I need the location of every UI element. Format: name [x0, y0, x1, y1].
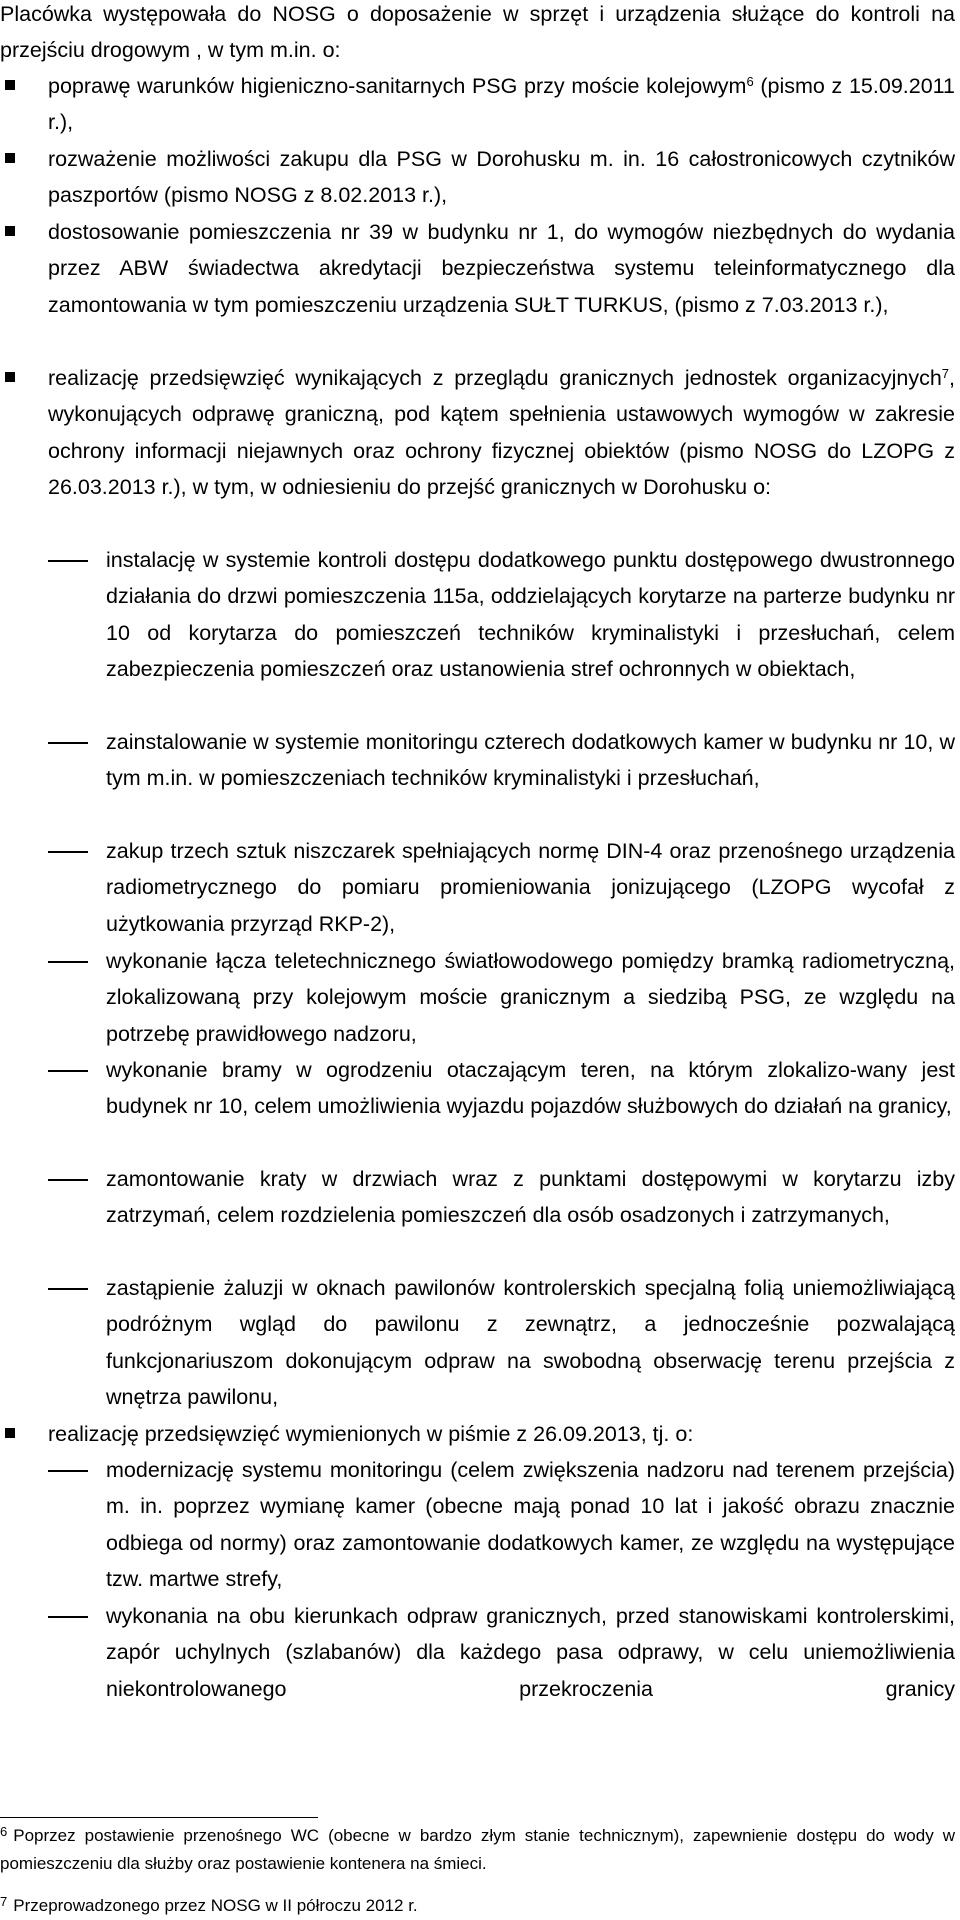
dash-text: zastąpienie żaluzji w oknach pawilonów kontrolerskich specjalną folią uniemożliwiającą podróżnym wgląd do pawilonu z zewnątrz, a jednocześnie pozwalającą funkcjonariuszom dokonującym odpraw na swobodną obserwację terenu przejścia z wnętrza pawilonu, [106, 1276, 955, 1410]
square-bullet-icon [5, 226, 15, 236]
bullet-text-main: realizację przedsięwzięć wynikających z przeglądu granicznych jednostek organizacyjnych [48, 366, 942, 390]
dash-text: zamontowanie kraty w drzwiach wraz z punktami dostępowymi w korytarzu izby zatrzymań, celem rozdzielenia pomieszczeń dla osób osadzonych i zatrzymanych, [106, 1167, 955, 1228]
footnote-ref: 7 [941, 366, 950, 381]
footnote [0, 1892, 955, 1920]
footnote-text: Poprzez postawienie przenośnego WC (obecne w bardzo złym stanie technicznym), zapewnienie dostępu do wody w pomieszczeniu dla służby oraz postawienie kontenera na śmieci. [0, 1826, 955, 1873]
dash-text: zainstalowanie w systemie monitoringu czterech dodatkowych kamer w budynku nr 10, w tym m.in. w pomieszczeniach techników kryminalistyki i przesłuchań, [106, 730, 955, 791]
footnote-separator [0, 1817, 318, 1818]
square-bullet-icon [5, 372, 15, 382]
bullet-text [48, 68, 955, 141]
dash-text: modernizację systemu monitoringu (celem zwiększenia nadzoru nad terenem przejścia) m. in. poprzez wymianę kamer (obecne mają ponad 10 lat i jakość obrazu znacznie odbiega od normy) oraz zamontowanie dodatkowych kamer, ze względu na występujące tzw. martwe strefy, [106, 1458, 955, 1592]
dash-bullet-icon [48, 560, 88, 562]
dash-bullet-icon [48, 961, 88, 963]
bullet-text: rozważenie możliwości zakupu dla PSG w Dorohusku m. in. 16 całostronicowych czytników paszportów (pismo NOSG z 8.02.2013 r.), [48, 147, 955, 208]
bullet-text [48, 360, 955, 506]
square-bullet-icon [5, 1428, 15, 1438]
dash-bullet-icon [48, 1070, 88, 1072]
intro-paragraph: Placówka występowała do NOSG o doposażenie w sprzęt i urządzenia służące do kontroli na przejściu drogowym , w tym m.in. o: [0, 2, 955, 63]
dash-text: instalację w systemie kontroli dostępu dodatkowego punktu dostępowego dwustronnego działania do drzwi pomieszczenia 115a, oddzielających korytarze na parterze budynku nr 10 od korytarza do pomieszczeń techników kryminalistyki i przesłuchań, celem zabezpieczenia pomieszczeń oraz ustanowienia stref ochronnych w obiektach, [106, 548, 955, 682]
square-bullet-icon [5, 80, 15, 90]
footnote-ref: 6 [746, 74, 754, 89]
dash-bullet-icon [48, 1470, 88, 1472]
square-bullet-icon [5, 153, 15, 163]
dash-bullet-icon [48, 1616, 88, 1618]
footnote-number: 7 [0, 1894, 8, 1909]
dash-bullet-icon [48, 1288, 88, 1290]
bullet-text-main: poprawę warunków higieniczno-sanitarnych PSG przy moście kolejowym [48, 74, 747, 98]
bullet-text: realizację przedsięwzięć wymienionych w piśmie z 26.09.2013, tj. o: [48, 1422, 694, 1446]
dash-text: zakup trzech sztuk niszczarek spełniających normę DIN-4 oraz przenośnego urządzenia radiometrycznego do pomiaru promieniowania jonizującego (LZOPG wycofał z użytkowania przyrząd RKP-2), [106, 839, 955, 936]
bullet-text-tail: (pismo z 15.09.2011 r.), [48, 74, 955, 135]
bullet-text: dostosowanie pomieszczenia nr 39 w budynku nr 1, do wymogów niezbędnych do wydania przez ABW świadectwa akredytacji bezpieczeństwa systemu teleinformatycznego dla zamontowania w tym pomieszczeniu urządzenia SUŁT TURKUS, (pismo z 7.03.2013 r.), [48, 220, 955, 317]
bullet-text-tail: , wykonujących odprawę graniczną, pod kątem spełnienia ustawowych wymogów w zakresie ochrony informacji niejawnych oraz ochrony fizycznej obiektów (pismo NOSG do LZOPG z 26.03.2013 r.), w tym, w odniesieniu do przejść granicznych w Dorohusku o: [48, 366, 955, 500]
dash-text: wykonanie łącza teletechnicznego światłowodowego pomiędzy bramką radiometryczną, zlokalizowaną przy kolejowym moście granicznym a siedzibą PSG, ze względu na potrzebę prawidłowego nadzoru, [106, 949, 955, 1046]
footnote [0, 1822, 955, 1878]
dash-text: wykonania na obu kierunkach odpraw granicznych, przed stanowiskami kontrolerskimi, zapór uchylnych (szlabanów) dla każdego pasa odprawy, w celu uniemożliwienia niekontrolowanego przekroczenia granicy [106, 1604, 955, 1701]
dash-bullet-icon [48, 742, 88, 744]
footnote-number: 6 [0, 1824, 8, 1839]
dash-text: wykonanie bramy w ogrodzeniu otaczającym teren, na którym zlokalizo-wany jest budynek nr 10, celem umożliwienia wyjazdu pojazdów służbowych do działań na granicy, [106, 1058, 955, 1119]
dash-bullet-icon [48, 851, 88, 853]
footnote-text: Przeprowadzonego przez NOSG w II półroczu 2012 r. [13, 1896, 418, 1915]
dash-bullet-icon [48, 1179, 88, 1181]
